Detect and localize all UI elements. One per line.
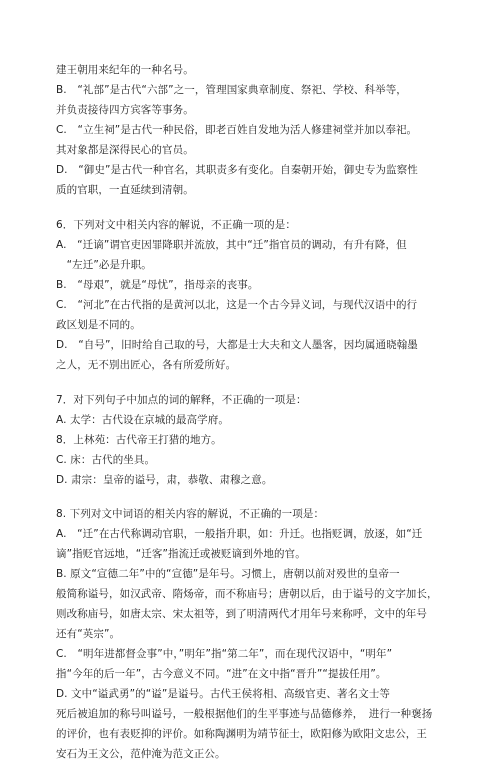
text-line: A. 太学：古代设在京城的最高学府。 (56, 414, 229, 426)
text-line: D. “御史”是古代一种官名，其职责多有变化。自秦朝开始，御史专为监察性 (56, 164, 418, 176)
text-line: 建王朝用来纪年的一种名号。 (56, 64, 194, 76)
text-line: C. “明年进都督佥事”中，”明年”指“第二年”，而在现代汉语中，“明年” (56, 648, 393, 660)
spacer (56, 375, 444, 390)
text-line: B. “母艰”，就是“母忧”，指母亲的丧事。 (56, 279, 259, 291)
text-line: 谪”指贬官远地，“迁客”指流迁或被贬谪到外地的官。 (56, 548, 306, 560)
text-line: 死后被追加的称号叫谥号，一般根据他们的生平事迹与品德修养， 进行一种褒扬 (56, 708, 433, 720)
text-line: 之人，无不别出匠心，各有所爱所好。 (56, 359, 237, 371)
text-line: D. “自号”，旧时给自己取的号，大都是士大夫和文人墨客，因均属通晓翰墨 (56, 339, 418, 351)
text-line: A. “迁”在古代称调动官职，一般指升职，如：升迁。也指贬调，放逐，如“迁 (56, 528, 423, 540)
section-q8 (56, 504, 444, 764)
text-line: D. 文中“谥武勇”的“谥”是谥号。古代王侯将相、高级官吏、著名文士等 (56, 688, 391, 700)
text-line: 的评价，也有表贬抑的评价。如称陶渊明为靖节征士，欧阳修为欧阳文忠公，王 (56, 728, 427, 740)
text-line: B. 原文“宣德二年”中的“宣德”是年号。习惯上，唐朝以前对殁世的皇帝一 (56, 568, 400, 580)
text-line: 政区划是不同的。 (56, 319, 141, 331)
text-line: C. “河北”在古代指的是黄河以北，这是一个古今异义词，与现代汉语中的行 (56, 299, 418, 311)
text-line: 质的官职，一直延续到清朝。 (56, 184, 194, 196)
text-line: 指“今年的后一年”，古今意义不同。“进”在文中指“晋升”“提拔任用”。 (56, 668, 387, 680)
text-line: C. “立生祠”是古代一种民俗，即老百姓自发地为活人修建祠堂并加以奉祀。 (56, 124, 418, 136)
text-line: 还有“英宗”。 (56, 628, 121, 640)
text-line: 其对象都是深得民心的官员。 (56, 144, 194, 156)
spacer (56, 200, 444, 215)
text-line: D. 肃宗：皇帝的谥号，肃，恭敬、肃穆之意。 (56, 474, 273, 486)
spacer (56, 490, 444, 504)
text-line: 并负责接待四方宾客等事务。 (56, 104, 194, 116)
text-line: 安石为王文公，范仲淹为范文正公。 (56, 748, 226, 760)
text-line: 般简称谥号，如汉武帝、隋炀帝，而不称庙号；唐朝以后，由于谥号的文字加长， (56, 588, 438, 600)
text-line: C. 床：古代的坐具。 (56, 454, 156, 466)
text-line: “左迁”必是升职。 (56, 259, 152, 271)
question-title: 7．对下列句子中加点的词的解释，不正确的一项是： (56, 394, 307, 406)
question-title: 8. 下列对文中词语的相关内容的解说，不正确的一项是： (56, 508, 325, 520)
section-q5-continued (56, 60, 444, 200)
section-q7 (56, 390, 444, 490)
text-line: 8．上林苑：古代帝王打猎的地方。 (56, 434, 222, 446)
text-line: 则改称庙号，如唐太宗、宋太祖等，到了明清两代才用年号来称呼，文中的年号 (56, 608, 427, 620)
text-line: A. “迁谪”谓官吏因罪降职并流放，其中“迁”指官员的调动，有升有降，但 (56, 239, 407, 251)
text-line: B. “礼部”是古代“六部”之一，管理国家典章制度、祭祀、学校、科举等， (56, 84, 407, 96)
question-title: 6．下列对文中相关内容的解说，不正确一项的是： (56, 219, 296, 231)
section-q6 (56, 215, 444, 375)
